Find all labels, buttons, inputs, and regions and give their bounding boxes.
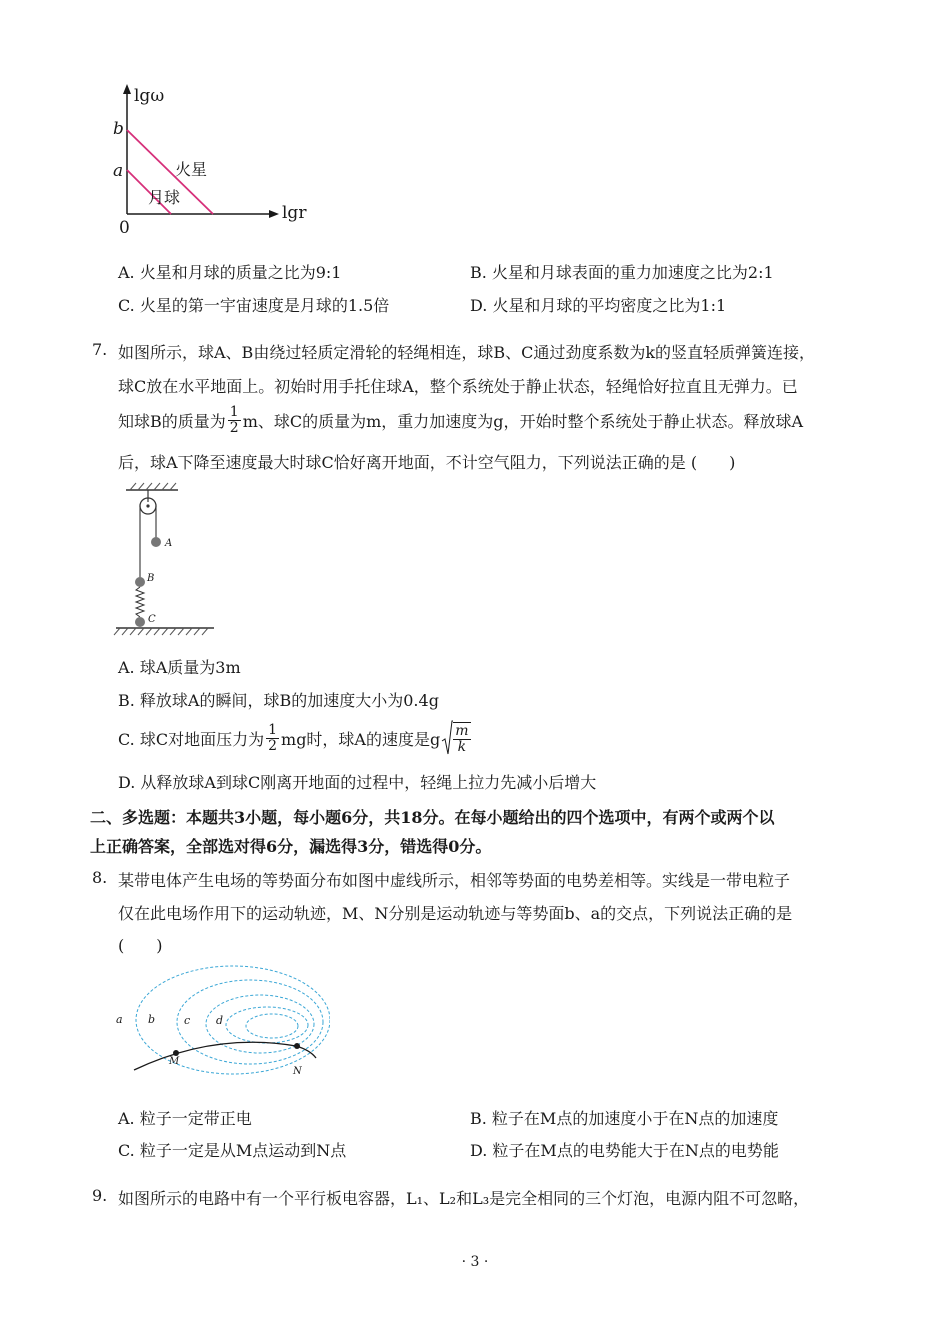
q8-option-a: A. 粒子一定带正电 bbox=[118, 1109, 252, 1128]
ball-b-label: B bbox=[147, 573, 155, 584]
q7-option-d: D. 从释放球A到球C刚离开地面的过程中，轻绳上拉力先减小后增大 bbox=[118, 773, 597, 792]
q9-line1: 如图所示的电路中有一个平行板电容器，L₁、L₂和L₃是完全相同的三个灯泡，电源内阻不可忽略， bbox=[118, 1189, 810, 1208]
q8-option-c: C. 粒子一定是从M点运动到N点 bbox=[118, 1141, 347, 1160]
label-d: d bbox=[216, 1014, 224, 1027]
q7-option-c bbox=[118, 718, 473, 758]
q7-line3-post: m、球C的质量为m，重力加速度为g，开始时整个系统处于静止状态。释放球A bbox=[242, 411, 804, 431]
ball-b bbox=[135, 577, 145, 587]
label-b: b bbox=[148, 1013, 156, 1026]
ball-a bbox=[151, 537, 161, 547]
sqrt-m-over-k: $\frac{m}{k}$ bbox=[441, 719, 472, 757]
q7-line4: 后，球A下降至速度最大时球C恰好离开地面，不计空气阻力，下列说法正确的是 ( ) bbox=[118, 453, 736, 472]
half-fraction-c: $\frac{1}{2}$ bbox=[268, 721, 278, 754]
page-number: · 3 · bbox=[461, 1254, 489, 1270]
ball-c-label: C bbox=[148, 614, 156, 625]
mars-label: 火星 bbox=[175, 160, 208, 179]
q7-number: 7. bbox=[92, 340, 108, 359]
q8-line2: 仅在此电场作用下的运动轨迹，M、N分别是运动轨迹与等势面b、a的交点，下列说法正确的是 bbox=[118, 904, 793, 923]
moon-label: 月球 bbox=[148, 188, 181, 207]
q8-line1: 某带电体产生电场的等势面分布如图中虚线所示，相邻等势面的电势差相等。实线是一带电粒子 bbox=[118, 871, 791, 890]
half-fraction: $\frac{1}{2}$ bbox=[229, 403, 239, 436]
section2-heading-line1: 二、多选题：本题共3小题，每小题6分，共18分。在每小题给出的四个选项中，有两个或两个以 bbox=[90, 808, 775, 827]
label-n: N bbox=[293, 1066, 302, 1077]
a-intercept-label: a bbox=[113, 161, 124, 181]
q8-line3: ( ) bbox=[118, 936, 163, 955]
label-c: c bbox=[184, 1014, 191, 1027]
label-m: M bbox=[169, 1056, 180, 1067]
x-axis-label: lgr bbox=[282, 203, 307, 223]
q7-option-c-mid: mg时，球A的速度是g bbox=[281, 729, 441, 749]
q7-line3-pre: 知球B的质量为 bbox=[118, 411, 226, 431]
q7-option-c-pre: C. 球C对地面压力为 bbox=[118, 729, 265, 749]
q8-option-b: B. 粒子在M点的加速度小于在N点的加速度 bbox=[470, 1109, 779, 1128]
q6-option-c: C. 火星的第一宇宙速度是月球的1.5倍 bbox=[118, 296, 390, 315]
q6-option-a: A. 火星和月球的质量之比为9:1 bbox=[118, 263, 342, 282]
q7-line2: 球C放在水平地面上。初始时用手托住球A，整个系统处于静止状态，轻绳恰好拉直且无弹力。已 bbox=[118, 377, 798, 396]
q6-option-b: B. 火星和月球表面的重力加速度之比为2:1 bbox=[470, 263, 774, 282]
q6-option-d: D. 火星和月球的平均密度之比为1:1 bbox=[470, 296, 727, 315]
ball-a-label: A bbox=[165, 538, 173, 549]
origin-label: 0 bbox=[119, 218, 130, 238]
point-n bbox=[294, 1043, 300, 1049]
pulley-spring-figure bbox=[112, 480, 222, 640]
label-a: a bbox=[116, 1013, 123, 1026]
ball-c bbox=[135, 617, 145, 627]
surface-b bbox=[177, 980, 323, 1064]
q7-line3 bbox=[118, 400, 803, 440]
b-intercept-label: b bbox=[113, 119, 124, 139]
q7-option-a: A. 球A质量为3m bbox=[118, 658, 241, 677]
section2-heading-line2: 上正确答案，全部选对得6分，漏选得3分，错选得0分。 bbox=[90, 837, 492, 856]
y-axis-label: lgω bbox=[134, 86, 165, 106]
q7-line1: 如图所示，球A、B由绕过轻质定滑轮的轻绳相连，球B、C通过劲度系数为k的竖直轻质弹簧连接， bbox=[118, 343, 816, 362]
q9-number: 9. bbox=[92, 1186, 108, 1205]
q8-number: 8. bbox=[92, 868, 108, 887]
q7-option-b: B. 释放球A的瞬间，球B的加速度大小为0.4g bbox=[118, 691, 439, 710]
q8-option-d: D. 粒子在M点的电势能大于在N点的电势能 bbox=[470, 1141, 779, 1160]
